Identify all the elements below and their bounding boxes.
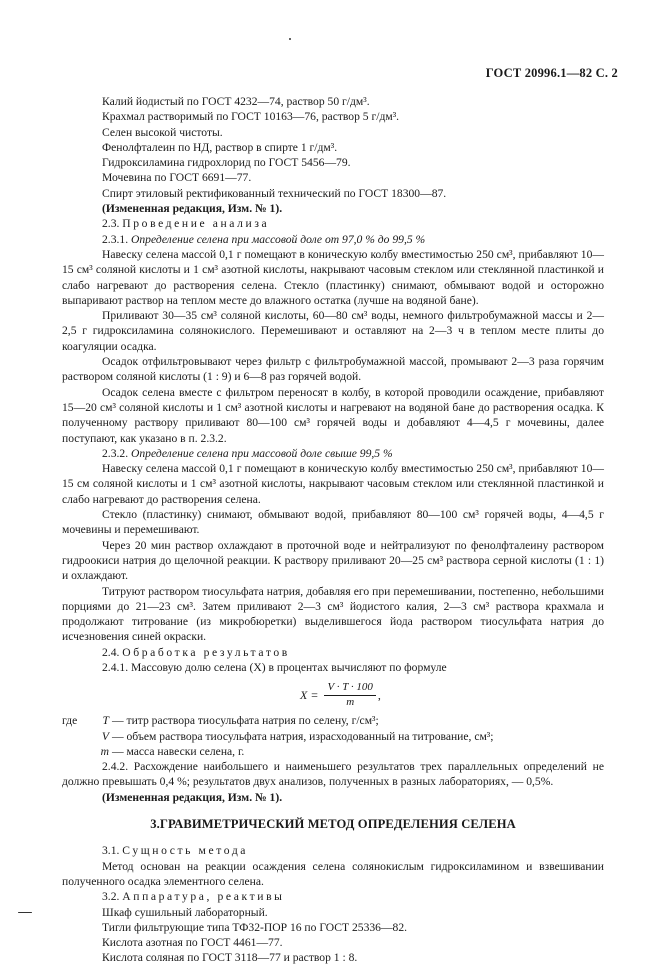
- section-number: 3.1.: [102, 844, 120, 858]
- reagent-item: Гидроксиламина гидрохлорид по ГОСТ 5456—79.: [102, 156, 351, 170]
- apparatus-item: Кислота соляная по ГОСТ 3118—77 и раствор 1 : 8.: [102, 951, 358, 965]
- legend-text: [112, 729, 604, 744]
- legend-description: объем раствора тиосульфата натрия, израсходованный на титрование, см³;: [126, 729, 494, 743]
- paragraph: Стекло (пластинку) снимают, обмывают водой, прибавляют 80—100 см³ горячей воды, 4—4,5 г мочевины и перемешивают.: [62, 508, 604, 537]
- paragraph: Навеску селена массой 0,1 г помещают в коническую колбу вместимостью 250 см³, прибавляют 10—15 см соляной кислоты и 1 см³ азотной кислоты, накрывают часовым стеклом или стеклянной пластинкой и слабо нагревают до растворения селена.: [62, 462, 604, 506]
- scan-speck: [18, 912, 32, 913]
- paragraph: Навеску селена массой 0,1 г помещают в коническую колбу вместимостью 250 см³, прибавляют 10—15 см³ соляной кислоты и 1 см³ азотной кислоты, накрывают часовым стеклом или стеклянной пластинкой и слабо нагревают до растворения селена. Стекло (пластинку) снимают, обмывают водой и осторожно выпаривают раствор на теплом месте до влажного остатка (лучше на водяной бане).: [62, 247, 604, 307]
- legend-symbol: V: [101, 729, 109, 743]
- section-title: Сущность метода: [122, 844, 249, 858]
- formula-tail: ,: [377, 687, 381, 702]
- section-3-1-heading: [62, 843, 604, 858]
- reagent-item: Мочевина по ГОСТ 6691—77.: [102, 171, 252, 185]
- reagent-item: Калий йодистый по ГОСТ 4232—74, раствор 50 г/дм³.: [102, 95, 370, 108]
- legend-description: титр раствора тиосульфата натрия по селену, г/см³;: [126, 714, 379, 728]
- legend-text: [112, 744, 604, 759]
- formula-numerator: V · T · 100: [324, 681, 375, 696]
- legend-dash: —: [112, 714, 124, 728]
- section-2-3-2-heading: [62, 446, 604, 461]
- section-title: Определение селена при массовой доле свыше 99,5 %: [131, 446, 393, 460]
- paragraph: Через 20 мин раствор охлаждают в проточной воде и нейтрализуют по фенолфталеину раствором гидроокиси натрия до щелочной реакции. К раствору приливают 20—25 см³ раствора серной кислоты (1 : 1) и охлаждают.: [62, 538, 604, 583]
- section-2-4-heading: [62, 645, 604, 660]
- scan-speck: [289, 38, 291, 40]
- legend-symbol: m: [100, 744, 109, 758]
- apparatus-item: Шкаф сушильный лабораторный.: [102, 905, 268, 919]
- formula-denominator: m: [346, 696, 355, 709]
- apparatus-item: Тигли фильтрующие типа ТФ32-ПОР 16 по ГОСТ 25336—82.: [102, 920, 408, 934]
- formula-legend: [62, 713, 604, 759]
- page-header: ГОСТ 20996.1—82 С. 2: [485, 66, 618, 80]
- reagent-item: Фенолфталеин по НД, раствор в спирте 1 г/дм³.: [102, 140, 338, 154]
- legend-prefix: где: [62, 714, 78, 728]
- paragraph: Осадок отфильтровывают через фильтр с фильтробумажной массой, промывают 2—3 раза горячим раствором соляной кислоты (1 : 9) и 6—8 раз горячей водой.: [62, 355, 604, 384]
- section-title: Определение селена при массовой доле от 97,0 % до 99,5 %: [131, 232, 426, 246]
- legend-row: [62, 713, 604, 728]
- section-number: 2.3.1.: [102, 232, 129, 246]
- formula: [62, 681, 604, 709]
- legend-dash: —: [112, 729, 124, 743]
- paragraph: 2.4.1. Массовую долю селена (X) в процентах вычисляют по формуле: [102, 660, 447, 674]
- reagent-item: Крахмал растворимый по ГОСТ 10163—76, раствор 5 г/дм³.: [102, 110, 400, 124]
- apparatus-list: [62, 905, 604, 966]
- section-2-3-heading: [62, 216, 604, 231]
- section-2-3-1-heading: [62, 232, 604, 247]
- reagent-item: Спирт этиловый ректификованный технический по ГОСТ 18300—87.: [102, 186, 447, 200]
- section-number: 2.3.: [102, 217, 120, 231]
- revision-note: (Измененная редакция, Изм. № 1).: [102, 790, 283, 804]
- formula-lhs: X =: [300, 687, 319, 702]
- revision-note: (Измененная редакция, Изм. № 1).: [102, 202, 283, 216]
- paragraph: 2.4.2. Расхождение наибольшего и наименьшего результатов трех параллельных определений не должно превышать 0,4 %; результатов двух анализов, полученных в разных лабораториях, — 0,5%.: [62, 760, 604, 789]
- legend-prefix: [62, 744, 100, 759]
- paragraph: Приливают 30—35 см³ соляной кислоты, 60—80 см³ воды, немного фильтробумажной массы и 2—2,5 г гидроксиламина солянокислого. Перемешивают и оставляют на 2—3 ч в теплом месте плиты до коагуляции осадка.: [62, 309, 604, 353]
- section-title: Проведение анализа: [122, 217, 270, 231]
- legend-description: масса навески селена, г.: [126, 744, 245, 758]
- section-3-heading: 3.ГРАВИМЕТРИЧЕСКИЙ МЕТОД ОПРЕДЕЛЕНИЯ СЕЛЕНА: [150, 817, 516, 832]
- legend-row: [62, 729, 604, 744]
- section-number: 2.3.2.: [102, 446, 129, 460]
- apparatus-item: Кислота азотная по ГОСТ 4461—77.: [102, 936, 283, 950]
- formula-fraction: [324, 681, 375, 709]
- paragraph: Метод основан на реакции осаждения селена солянокислым гидроксиламином и взвешивании полученного осадка элементного селена.: [62, 859, 604, 888]
- legend-row: [62, 744, 604, 759]
- reagents-list: [62, 94, 604, 201]
- section-title: Обработка результатов: [122, 645, 290, 659]
- legend-text: [112, 713, 604, 728]
- section-title: Аппаратура, реактивы: [122, 890, 285, 904]
- legend-symbol: T: [102, 714, 109, 728]
- section-number: 3.2.: [102, 890, 120, 904]
- section-number: 2.4.: [102, 645, 120, 659]
- legend-prefix: [62, 729, 100, 744]
- section-3-2-heading: [62, 889, 604, 904]
- legend-dash: —: [112, 744, 124, 758]
- paragraph: Осадок селена вместе с фильтром переносят в колбу, в которой проводили осаждение, прибавляют 15—20 см³ соляной кислоты и 1 см³ азотной кислоты и нагревают на водяной бане до растворения осадка. К полученному раствору приливают 80—100 см³ горячей воды и добавляют 4—4,5 г мочевины, далее поступают, как указано в п. 2.3.2.: [62, 385, 604, 445]
- reagent-item: Селен высокой чистоты.: [102, 125, 223, 139]
- paragraph: Титруют раствором тиосульфата натрия, добавляя его при перемешивании, постепенно, небольшими порциями до 21—23 см³. Затем приливают 2—3 см³ йодистого калия, 2—3 см³ раствора крахмала и продолжают титрование (из микробюретки) выделившегося йода раствором тиосульфата натрия до исчезновения синей окраски.: [62, 584, 604, 644]
- page-body: [62, 94, 604, 966]
